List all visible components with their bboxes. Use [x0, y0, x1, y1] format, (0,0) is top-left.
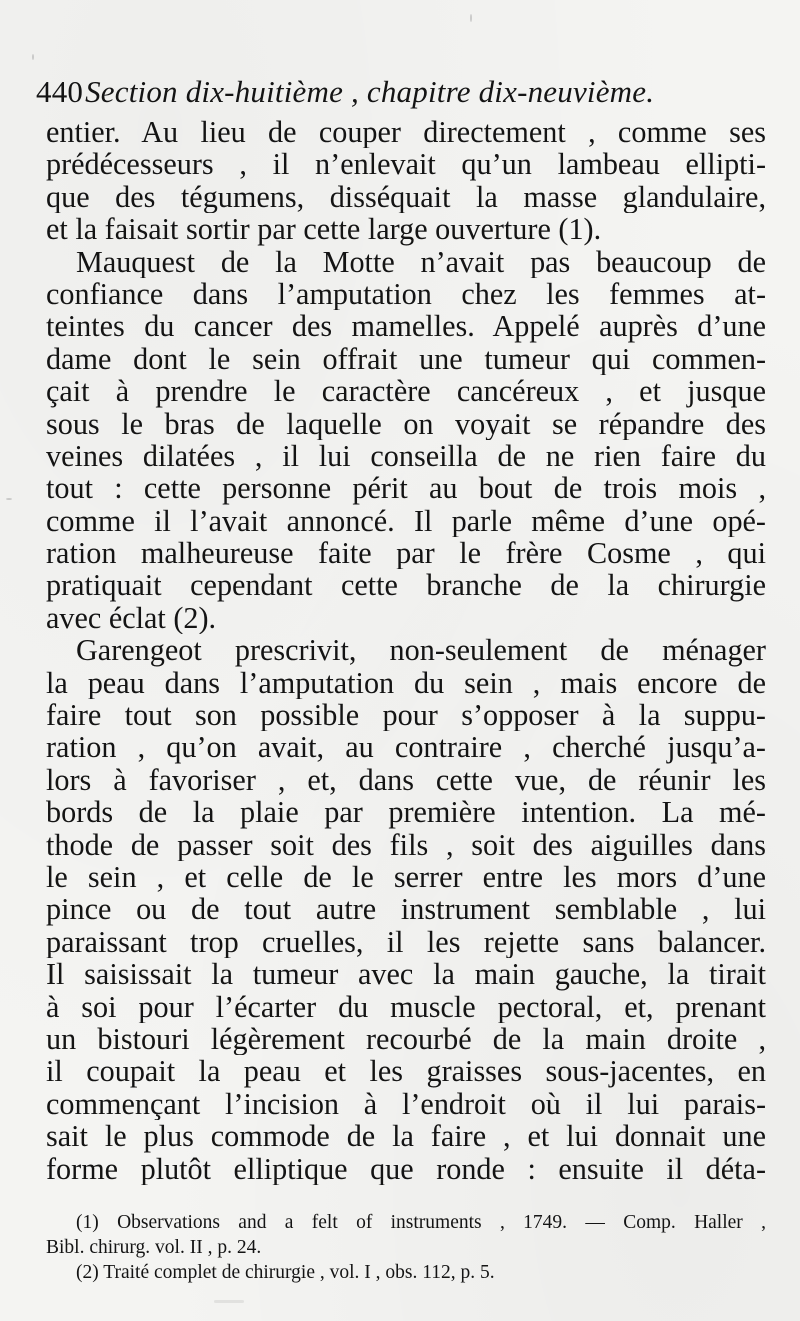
page-number: 440 — [36, 74, 84, 109]
text-line: dame dont le sein offrait une tumeur qui commen- — [46, 342, 766, 376]
paper-speck — [32, 54, 34, 60]
footnote-1: (1) Observations and a felt of instruments , 1749. — Comp. Haller , — [76, 1212, 766, 1233]
text-line: la peau dans l’amputation du sein , mais encore de — [46, 666, 766, 700]
text-line: ration , qu’on avait, au contraire , cherché jusqu’a- — [46, 731, 766, 764]
text-line: sous le bras de laquelle on voyait se répandre des — [46, 407, 766, 440]
paragraph-end-line: et la faisait sortir par cette large ouverture (1). — [46, 213, 602, 246]
text-line: teintes du cancer des mamelles. Appelé auprès d’une — [46, 310, 766, 343]
paragraph-start-line: Mauquest de la Motte n’avait pas beaucoup de — [76, 245, 766, 278]
body-text — [46, 116, 766, 1185]
text-line: sait le plus commode de la faire , et lui donnait une — [46, 1120, 766, 1153]
text-line: bords de la plaie par première intention. La mé- — [46, 796, 766, 829]
text-line: que des tégumens, disséquait la masse glandulaire, — [46, 180, 766, 214]
text-line: paraissant trop cruelles, il les rejette sans balancer. — [46, 925, 766, 959]
text-line: faire tout son possible pour s’opposer à la suppu- — [46, 699, 766, 732]
footnote-2: (2) Traité complet de chirurgie , vol. I , obs. 112, p. 5. — [76, 1262, 495, 1283]
text-line: çait à prendre le caractère cancéreux , et jusque — [46, 375, 766, 408]
text-line: Il saisissait la tumeur avec la main gauche, la tirait — [46, 958, 766, 991]
text-line: commençant l’incision à l’endroit où il lui parais- — [46, 1087, 766, 1121]
paragraph-start-line: Garengeot prescrivit, non-seulement de ménager — [76, 634, 766, 667]
footnote-1-continuation: Bibl. chirurg. vol. II , p. 24. — [46, 1237, 262, 1258]
paragraph-end-line: avec éclat (2). — [46, 601, 217, 635]
text-line: ration malheureuse faite par le frère Cosme , qui — [46, 537, 766, 570]
text-line: comme il l’avait annoncé. Il parle même d’une opé- — [46, 504, 766, 538]
paper-speck — [214, 1300, 244, 1303]
text-line: pince ou de tout autre instrument semblable , lui — [46, 893, 766, 926]
text-line: il coupait la peau et les graisses sous-jacentes, en — [46, 1055, 766, 1088]
running-title: Section dix-huitième , chapitre dix-neuvième. — [85, 74, 655, 109]
text-line: à soi pour l’écarter du muscle pectoral, et, prenant — [46, 990, 766, 1023]
text-line: entier. Au lieu de couper directement , comme ses — [46, 116, 766, 149]
text-line: thode de passer soit des fils , soit des aiguilles dans — [46, 828, 766, 861]
paper-speck — [470, 14, 472, 22]
text-line: lors à favoriser , et, dans cette vue, de réunir les — [46, 763, 766, 797]
text-line: confiance dans l’amputation chez les femmes at- — [46, 277, 766, 311]
text-line: le sein , et celle de le serrer entre les mors d’une — [46, 860, 766, 894]
text-line: pratiquait cependant cette branche de la chirurgie — [46, 569, 766, 602]
text-line: prédécesseurs , il n’enlevait qu’un lambeau ellipti- — [46, 148, 766, 181]
text-line: veines dilatées , il lui conseilla de ne rien faire du — [46, 439, 766, 473]
text-line: tout : cette personne périt au bout de trois mois , — [46, 472, 766, 505]
text-line: forme plutôt elliptique que ronde : ensuite il déta- — [46, 1152, 766, 1185]
footnotes — [46, 1210, 766, 1285]
paper-speck — [6, 498, 12, 500]
text-line: un bistouri légèrement recourbé de la main droite , — [46, 1022, 766, 1056]
running-head — [36, 74, 766, 110]
